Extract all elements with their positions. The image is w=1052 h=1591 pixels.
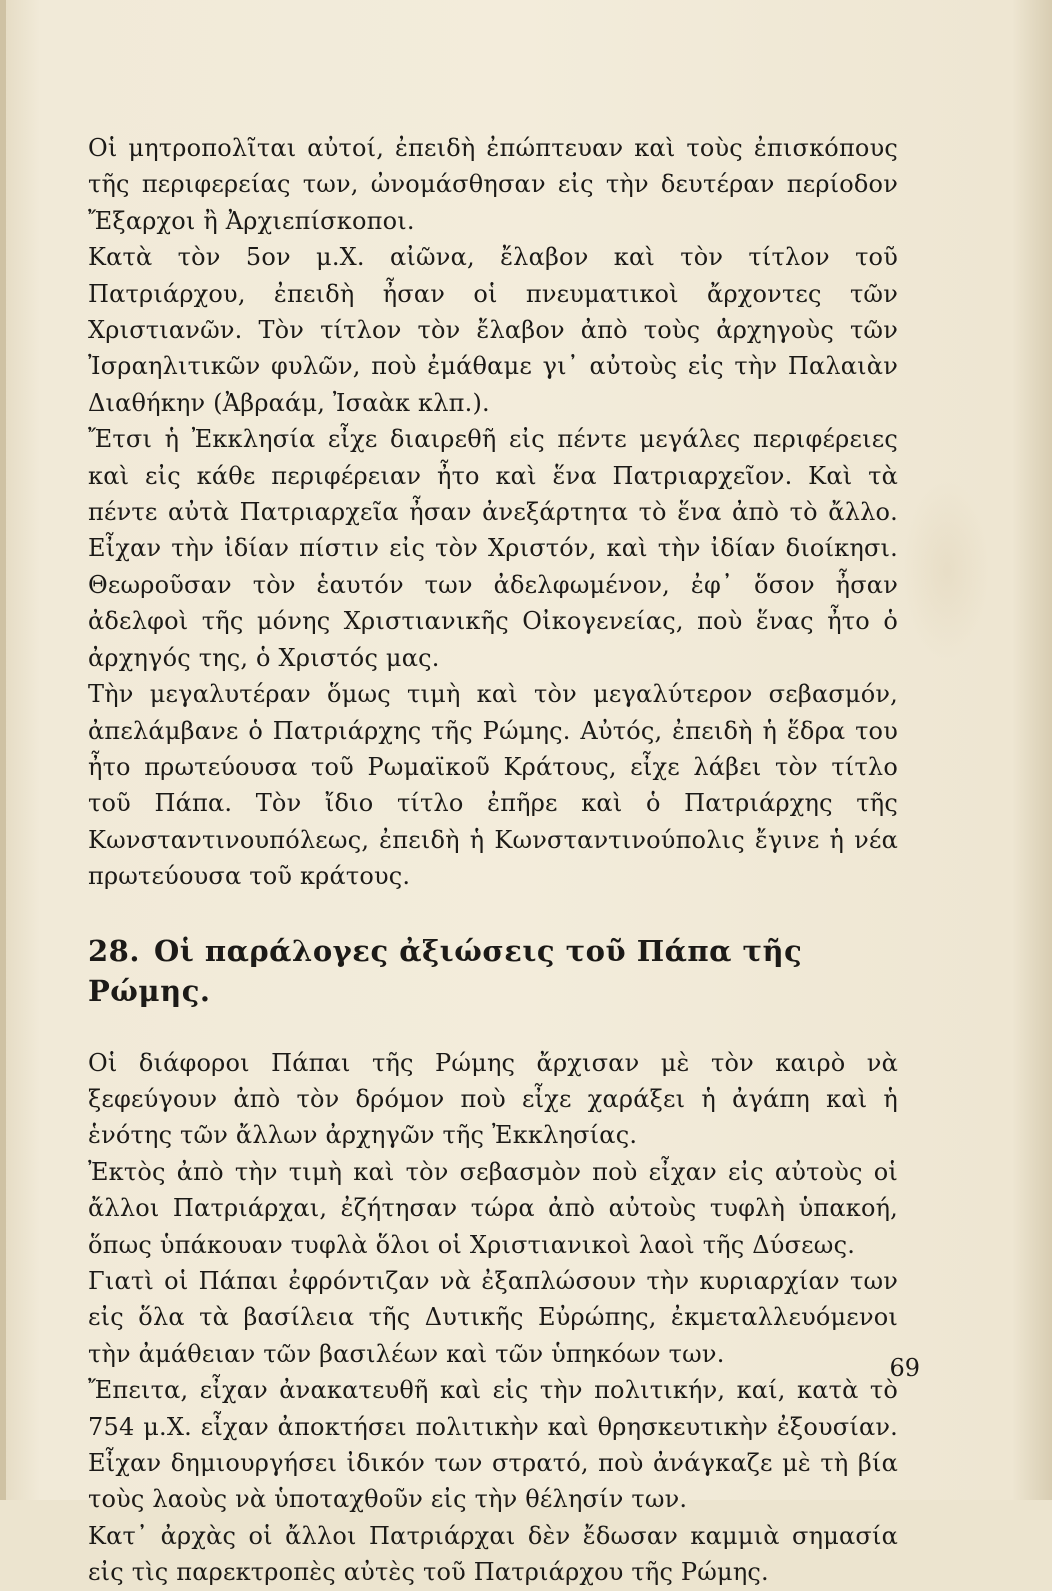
page-edge xyxy=(0,0,6,1500)
page-content xyxy=(88,130,898,1591)
paragraph-patriarch-title: Κατὰ τὸν 5ον μ.Χ. αἰῶνα, ἔλαβον καὶ τὸν τίτλον τοῦ Πατριάρχου, ἐπειδὴ ἦσαν οἱ πνευματικοὶ ἄρχοντες τῶν Χριστιανῶν. Τὸν τίτλον τὸν ἔλαβον ἀπὸ τοὺς ἀρχηγοὺς τῶν Ἰσραηλιτικῶν φυλῶν, ποὺ ἐμάθαμε γι᾽ αὐτοὺς εἰς τὴν Παλαιὰν Διαθήκην (Ἀβραάμ, Ἰσαὰκ κλπ.). xyxy=(88,243,898,417)
paragraph-spread-dominion: Γιατὶ οἱ Πάπαι ἐφρόντιζαν νὰ ἐξαπλώσουν τὴν κυριαρχίαν των εἰς ὅλα τὰ βασίλεια τῆς Δυτικῆς Εὐρώπης, ἐκμεταλλευόμενοι τὴν ἀμάθειαν τῶν βασιλέων καὶ τῶν ὑπηκόων των. xyxy=(88,1266,898,1368)
paragraph-five-patriarchates: Ἔτσι ἡ Ἐκκλησία εἶχε διαιρεθῆ εἰς πέντε μεγάλες περιφέρειες καὶ εἰς κάθε περιφέρειαν ἦτο καὶ ἕνα Πατριαρχεῖον. Καὶ τὰ πέντε αὐτὰ Πατριαρχεῖα ἦσαν ἀνεξάρτητα τὸ ἕνα ἀπὸ τὸ ἄλλο. Εἶχαν τὴν ἰδίαν πίστιν εἰς τὸν Χριστόν, καὶ τὴν ἰδίαν διοίκησι. Θεωροῦσαν τὸν ἑαυτόν των ἀδελφωμένον, ἐφ᾽ ὅσον ἦσαν ἀδελφοὶ τῆς μόνης Χριστιανικῆς Οἰκογενείας, ποὺ ἕνας ἦτο ὁ ἀρχηγός της, ὁ Χριστός μας. xyxy=(88,425,898,672)
section-number: 28. xyxy=(88,933,140,968)
section-title: Οἱ παράλογες ἀξιώσεις τοῦ Πάπα τῆς Ρώμης. xyxy=(88,933,803,1008)
paragraph-popes-deviate: Οἱ διάφοροι Πάπαι τῆς Ρώμης ἄρχισαν μὲ τὸν καιρὸ νὰ ξεφεύγουν ἀπὸ τὸν δρόμον ποὺ εἶχε χαράξει ἡ ἀγάπη καὶ ἡ ἑνότης τῶν ἄλλων ἀρχηγῶν τῆς Ἐκκλησίας. xyxy=(88,1048,898,1150)
paragraph-rome-honor: Τὴν μεγαλυτέραν ὅμως τιμὴ καὶ τὸν μεγαλύτερον σεβασμόν, ἀπελάμβανε ὁ Πατριάρχης τῆς Ρώμης. Αὐτός, ἐπειδὴ ἡ ἕδρα του ἦτο πρωτεύουσα τοῦ Ρωμαϊκοῦ Κράτους, εἶχε λάβει τὸν τίτλο τοῦ Πάπα. Τὸν ἴδιο τίτλο ἐπῆρε καὶ ὁ Πατριάρχης τῆς Κωνσταντινουπόλεως, ἐπειδὴ ἡ Κωνσταντινούπολις ἔγινε ἡ νέα πρωτεύουσα τοῦ κράτους. xyxy=(88,680,898,891)
paragraph-blind-obedience: Ἐκτὸς ἀπὸ τὴν τιμὴ καὶ τὸν σεβασμὸν ποὺ εἶχαν εἰς αὐτοὺς οἱ ἄλλοι Πατριάρχαι, ἐζήτησαν τώρα ἀπὸ αὐτοὺς τυφλὴ ὑπακοή, ὅπως ὑπάκουαν τυφλὰ ὅλοι οἱ Χριστιανικοὶ λαοὶ τῆς Δύσεως. xyxy=(88,1157,898,1259)
paragraph-political-power: Ἔπειτα, εἶχαν ἀνακατευθῆ καὶ εἰς τὴν πολιτικήν, καί, κατὰ τὸ 754 μ.Χ. εἶχαν ἀποκτήσει πολιτικὴν καὶ θρησκευτικὴν ἐξουσίαν. Εἶχαν δημιουργήσει ἰδικόν των στρατό, ποὺ ἀνάγκαζε μὲ τὴ βία τοὺς λαοὺς νὰ ὑποταχθοῦν εἰς τὴν θέλησίν των. xyxy=(88,1376,898,1514)
page-number: 69 xyxy=(889,1354,920,1382)
section-heading xyxy=(88,931,898,1011)
paper-stain xyxy=(902,480,992,660)
paragraph-metropolitans: Οἱ μητροπολῖται αὐτοί, ἐπειδὴ ἐπώπτευαν καὶ τοὺς ἐπισκόπους τῆς περιφερείας των, ὠνομάσθησαν εἰς τὴν δευτέραν περίοδον Ἔξαρχοι ἢ Ἀρχιεπίσκοποι. xyxy=(88,134,898,235)
paragraph-other-patriarchs: Κατ᾽ ἀρχὰς οἱ ἄλλοι Πατριάρχαι δὲν ἔδωσαν καμμιὰ σημασία εἰς τὶς παρεκτροπὲς αὐτὲς τοῦ Πατριάρχου τῆς Ρώμης. xyxy=(88,1521,898,1587)
